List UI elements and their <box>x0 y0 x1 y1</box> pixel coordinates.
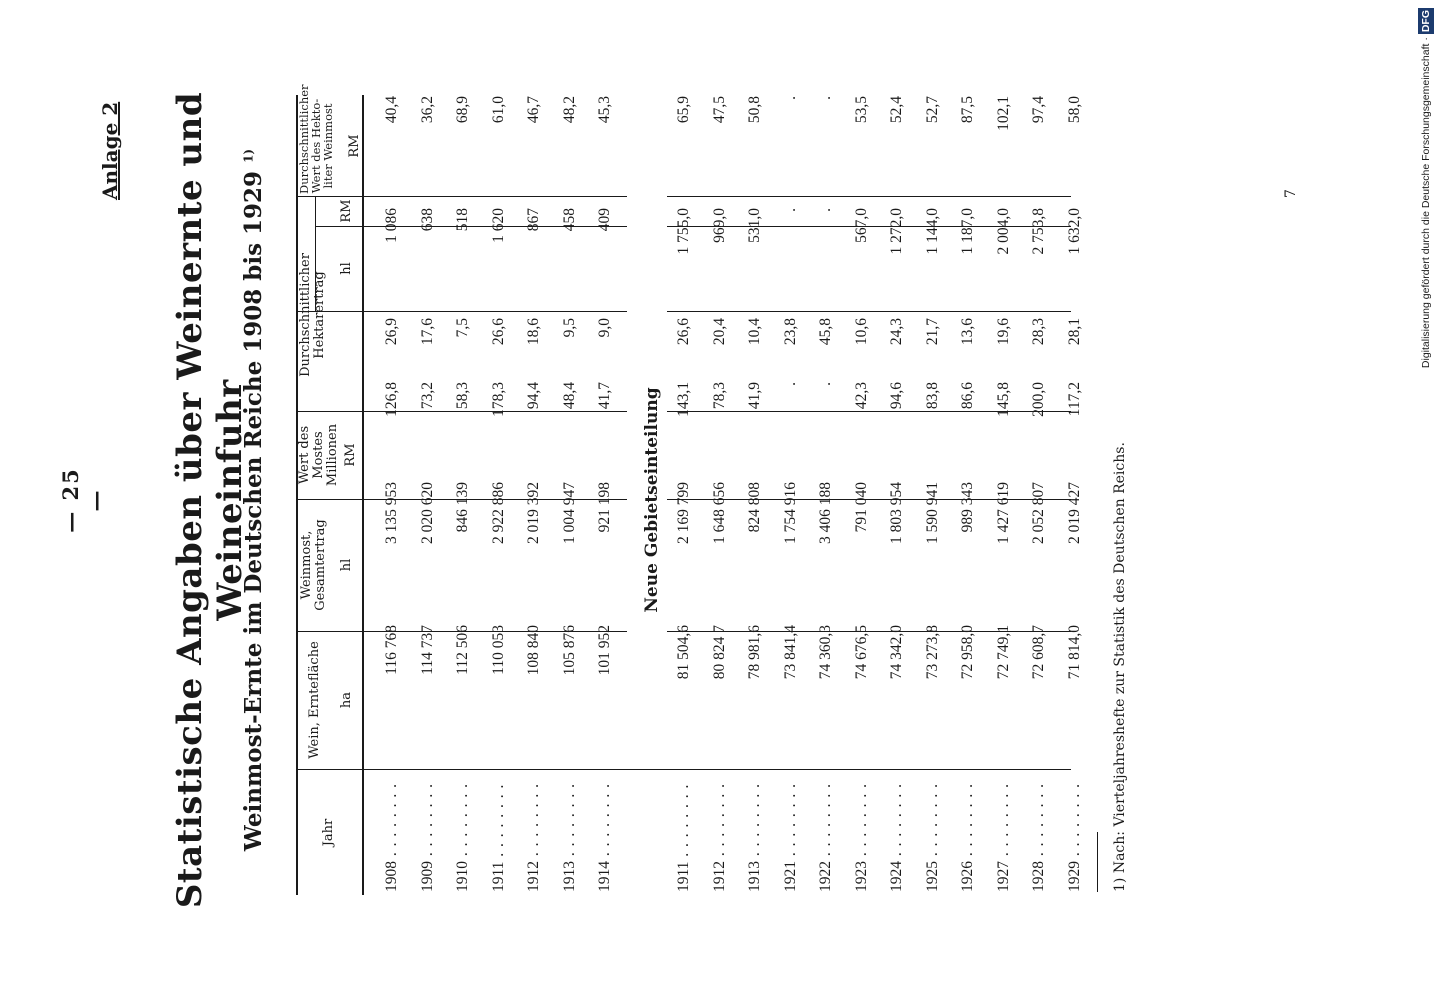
cell-wert: 41,9 <box>746 382 763 410</box>
leader-dots: . . . . . . . . <box>1065 783 1083 861</box>
row-year: 1925 . . . . . . . . <box>923 783 941 892</box>
cell-hektar-rm: 1 144,0 <box>923 208 941 255</box>
cell-hlwert: 48,2 <box>560 96 578 124</box>
row-year: 1910 . . . . . . . . <box>454 783 471 892</box>
cell-hlwert: 52,7 <box>923 96 941 124</box>
leader-dots: . . . . . . . . <box>596 783 613 861</box>
cell-hlwert: 61,0 <box>489 96 507 124</box>
cell-hektar-rm: 638 <box>418 208 436 232</box>
cell-hektar-rm: 1 632,0 <box>1065 208 1083 255</box>
leader-dots: . . . . . . . . <box>852 783 870 861</box>
cell-flaeche: 108 840 <box>525 625 542 676</box>
cell-hektar-rm: 1 272,0 <box>888 208 905 255</box>
cell-flaeche: 116 768 <box>383 625 400 675</box>
cell-wert: 178,3 <box>489 382 507 417</box>
cell-hektar-rm: 2 753,8 <box>1030 208 1047 255</box>
cell-hektar-rm: . <box>817 208 834 212</box>
cell-hektar-hl: 21,7 <box>923 318 941 346</box>
cell-ertrag: 2 020 620 <box>418 482 436 544</box>
cell-wert: . <box>817 382 834 386</box>
digitization-credit <box>1418 0 1434 1000</box>
cell-hektar-hl: 26,6 <box>675 318 692 346</box>
header-flaeche-unit: ha <box>339 691 354 709</box>
header-wert: Wert des Mostes Millionen <box>297 423 340 487</box>
header-ertrag: Weinmost, Gesamtertrag <box>299 519 328 611</box>
footnote: 1) Nach: Vierteljahreshefte zur Statistik des Deutschen Reichs. <box>1112 442 1128 892</box>
cell-ertrag: 1 803 954 <box>888 482 905 544</box>
cell-hektar-hl: 19,6 <box>994 318 1012 346</box>
leader-dots: . . . . . . . . <box>454 783 471 861</box>
row-year: 1909 . . . . . . . . <box>418 783 436 892</box>
cell-hlwert: 45,3 <box>596 96 613 124</box>
cell-ertrag: 1 754 916 <box>781 482 799 544</box>
cell-wert: 94,6 <box>888 382 905 410</box>
cell-ertrag: 2 019 392 <box>525 482 542 544</box>
cell-wert: 126,8 <box>383 382 400 417</box>
cell-hektar-rm: 867 <box>525 208 542 232</box>
cell-wert: 143,1 <box>675 382 692 417</box>
row-year: 1929 . . . . . . . . <box>1065 783 1083 892</box>
cell-wert: 48,4 <box>560 382 578 410</box>
cell-flaeche: 105 876 <box>560 625 578 676</box>
cell-ertrag: 1 427 619 <box>994 482 1012 544</box>
cell-ertrag: 921 198 <box>596 482 613 533</box>
col-sep-1 <box>296 769 1071 770</box>
col-sep-5a <box>296 311 627 312</box>
cell-wert: 42,3 <box>852 382 870 410</box>
cell-flaeche: 71 814,0 <box>1065 625 1083 680</box>
table-header-rule <box>362 95 364 895</box>
cell-flaeche: 73 841,4 <box>781 625 799 680</box>
cell-ertrag: 989 343 <box>959 482 976 533</box>
cell-ertrag: 791 040 <box>852 482 870 533</box>
cell-wert: 145,8 <box>994 382 1012 417</box>
cell-hektar-hl: 9,5 <box>560 318 578 338</box>
footnote-separator <box>1097 832 1098 892</box>
cell-hektar-rm: 1 086 <box>383 208 400 243</box>
cell-hektar-hl: 7,5 <box>454 318 471 338</box>
page-title: Statistische Angaben über Weinernte und Weineinfuhr <box>170 91 250 909</box>
header-hlwert-unit: RM <box>347 134 362 158</box>
leader-dots: . . . . . . . . <box>923 783 941 861</box>
cell-wert: 58,3 <box>454 382 471 410</box>
table-title-footnote-mark: 1) <box>241 148 256 163</box>
cell-hlwert: 102,1 <box>994 96 1012 131</box>
leader-dots: . . . . . . . . <box>489 783 507 862</box>
row-year: 1922 . . . . . . . . <box>817 783 834 892</box>
cell-flaeche: 110 053 <box>489 625 507 675</box>
cell-wert: 117,2 <box>1065 382 1083 417</box>
row-year: 1912 . . . . . . . . <box>525 783 542 892</box>
leader-dots: . . . . . . . . <box>746 783 763 861</box>
cell-ertrag: 1 590 941 <box>923 482 941 544</box>
row-year: 1911 . . . . . . . . <box>489 783 507 892</box>
side-page-number: 7 <box>1283 189 1299 198</box>
header-hektarertrag: Durchschnittlicher Hektarertrag <box>298 253 327 377</box>
section-label: Neue Gebietseinteilung <box>642 387 662 613</box>
appendix-label: Anlage 2 <box>98 101 122 200</box>
cell-flaeche: 81 504,6 <box>675 625 692 680</box>
leader-dots: . . . . . . . . <box>560 783 578 861</box>
row-year: 1921 . . . . . . . . <box>781 783 799 892</box>
cell-flaeche: 74 676,5 <box>852 625 870 680</box>
leader-dots: . . . . . . . . <box>781 783 799 861</box>
leader-dots: . . . . . . . . <box>994 783 1012 861</box>
cell-hektar-rm: 1 755,0 <box>675 208 692 255</box>
cell-hektar-hl: 17,6 <box>418 318 436 346</box>
cell-ertrag: 846 139 <box>454 482 471 533</box>
leader-dots: . . . . . . . . <box>959 783 976 861</box>
cell-flaeche: 78 981,6 <box>746 625 763 680</box>
cell-flaeche: 112 506 <box>454 625 471 675</box>
cell-hektar-rm: . <box>781 208 799 212</box>
cell-hektar-hl: 9,0 <box>596 318 613 338</box>
cell-wert: . <box>781 382 799 386</box>
row-year: 1914 . . . . . . . . <box>596 783 613 892</box>
row-year: 1911 . . . . . . . . <box>675 783 692 892</box>
cell-flaeche: 114 737 <box>418 625 436 675</box>
cell-hlwert: 40,4 <box>383 96 400 124</box>
cell-hektar-hl: 26,6 <box>489 318 507 346</box>
cell-ertrag: 2 922 886 <box>489 482 507 544</box>
cell-hektar-rm: 409 <box>596 208 613 232</box>
page-number: — 25 — <box>58 467 108 533</box>
cell-ertrag: 2 019 427 <box>1065 482 1083 544</box>
cell-hlwert: 47,5 <box>710 96 728 124</box>
cell-hlwert: 65,9 <box>675 96 692 124</box>
cell-hektar-rm: 518 <box>454 208 471 232</box>
cell-wert: 78,3 <box>710 382 728 410</box>
cell-ertrag: 2 052 807 <box>1030 482 1047 544</box>
cell-flaeche: 80 824 7 <box>710 625 728 680</box>
credit-line <box>1418 0 1434 1000</box>
row-year: 1927 . . . . . . . . <box>994 783 1012 892</box>
cell-hektar-rm: 2 004,0 <box>994 208 1012 255</box>
cell-flaeche: 74 342,0 <box>888 625 905 680</box>
cell-hektar-hl: 45,8 <box>817 318 834 346</box>
credit-text: Digitalisierung gefördert durch die Deutsche Forschungsgemeinschaft · <box>1420 37 1432 369</box>
cell-hlwert: 58,0 <box>1065 96 1083 124</box>
cell-hektar-rm: 1 187,0 <box>959 208 976 255</box>
cell-hektar-rm: 969,0 <box>710 208 728 243</box>
leader-dots: . . . . . . . . <box>710 783 728 861</box>
cell-hlwert: 36,2 <box>418 96 436 124</box>
cell-ertrag: 3 406 188 <box>817 482 834 544</box>
cell-wert: 73,2 <box>418 382 436 410</box>
cell-hlwert: . <box>781 96 799 100</box>
cell-hektar-rm: 531,0 <box>746 208 763 243</box>
cell-wert: 41,7 <box>596 382 613 410</box>
leader-dots: . . . . . . . . <box>383 783 400 861</box>
row-year: 1926 . . . . . . . . <box>959 783 976 892</box>
cell-flaeche: 72 749,1 <box>994 625 1012 680</box>
cell-hektar-hl: 23,8 <box>781 318 799 346</box>
cell-wert: 86,6 <box>959 382 976 410</box>
cell-flaeche: 101 952 <box>596 625 613 676</box>
row-year: 1924 . . . . . . . . <box>888 783 905 892</box>
col-sep-5b <box>667 311 1071 312</box>
row-year: 1928 . . . . . . . . <box>1030 783 1047 892</box>
cell-hektar-hl: 10,4 <box>746 318 763 346</box>
table-title <box>240 0 267 1000</box>
dfg-logo: DFG <box>1420 10 1432 33</box>
header-jahr: Jahr <box>321 818 336 847</box>
cell-flaeche: 72 958,0 <box>959 625 976 680</box>
row-year: 1912 . . . . . . . . <box>710 783 728 892</box>
row-year: 1913 . . . . . . . . <box>560 783 578 892</box>
cell-hektar-hl: 26,9 <box>383 318 400 346</box>
row-year: 1923 . . . . . . . . <box>852 783 870 892</box>
cell-hlwert: 87,5 <box>959 96 976 124</box>
cell-hektar-rm: 1 620 <box>489 208 507 243</box>
cell-hlwert: . <box>817 96 834 100</box>
cell-wert: 200,0 <box>1030 382 1047 417</box>
cell-flaeche: 72 608,7 <box>1030 625 1047 680</box>
cell-hektar-rm: 458 <box>560 208 578 232</box>
row-year: 1913 . . . . . . . . <box>746 783 763 892</box>
table-title-text: Weinmost-Ernte im Deutschen Reiche 1908 bis 1929 <box>240 170 267 852</box>
header-hektarertrag-rm: RM <box>339 199 354 223</box>
cell-hlwert: 53,5 <box>852 96 870 124</box>
row-year: 1908 . . . . . . . . <box>383 783 400 892</box>
leader-dots: . . . . . . . . <box>418 783 436 861</box>
cell-ertrag: 824 808 <box>746 482 763 533</box>
cell-hektar-hl: 10,6 <box>852 318 870 346</box>
cell-hektar-hl: 28,3 <box>1030 318 1047 346</box>
cell-hlwert: 97,4 <box>1030 96 1047 124</box>
header-ertrag-unit: hl <box>339 558 354 572</box>
header-flaeche: Wein, Erntefläche <box>307 641 322 759</box>
header-wert-unit: RM <box>343 443 358 467</box>
cell-hektar-hl: 28,1 <box>1065 318 1083 346</box>
leader-dots: . . . . . . . . <box>675 783 692 862</box>
cell-ertrag: 1 004 947 <box>560 482 578 544</box>
header-hektarertrag-hl: hl <box>339 262 354 275</box>
cell-hektar-hl: 18,6 <box>525 318 542 346</box>
leader-dots: . . . . . . . . <box>888 783 905 861</box>
cell-hlwert: 68,9 <box>454 96 471 124</box>
cell-hektar-rm: 567,0 <box>852 208 870 243</box>
cell-ertrag: 1 648 656 <box>710 482 728 544</box>
cell-hlwert: 46,7 <box>525 96 542 124</box>
cell-ertrag: 2 169 799 <box>675 482 692 544</box>
cell-hektar-hl: 20,4 <box>710 318 728 346</box>
cell-hektar-hl: 24,3 <box>888 318 905 346</box>
cell-hlwert: 50,8 <box>746 96 763 124</box>
leader-dots: . . . . . . . . <box>525 783 542 861</box>
leader-dots: . . . . . . . . <box>1030 783 1047 861</box>
cell-hlwert: 52,4 <box>888 96 905 124</box>
header-hlwert: Durchschnittlicher Wert des Hekto- liter Weinmost <box>297 84 335 194</box>
cell-wert: 94,4 <box>525 382 542 410</box>
leader-dots: . . . . . . . . <box>817 783 834 861</box>
cell-ertrag: 3 135 953 <box>383 482 400 544</box>
cell-hektar-hl: 13,6 <box>959 318 976 346</box>
cell-flaeche: 74 360,3 <box>817 625 834 680</box>
cell-flaeche: 73 273,8 <box>923 625 941 680</box>
cell-wert: 83,8 <box>923 382 941 410</box>
